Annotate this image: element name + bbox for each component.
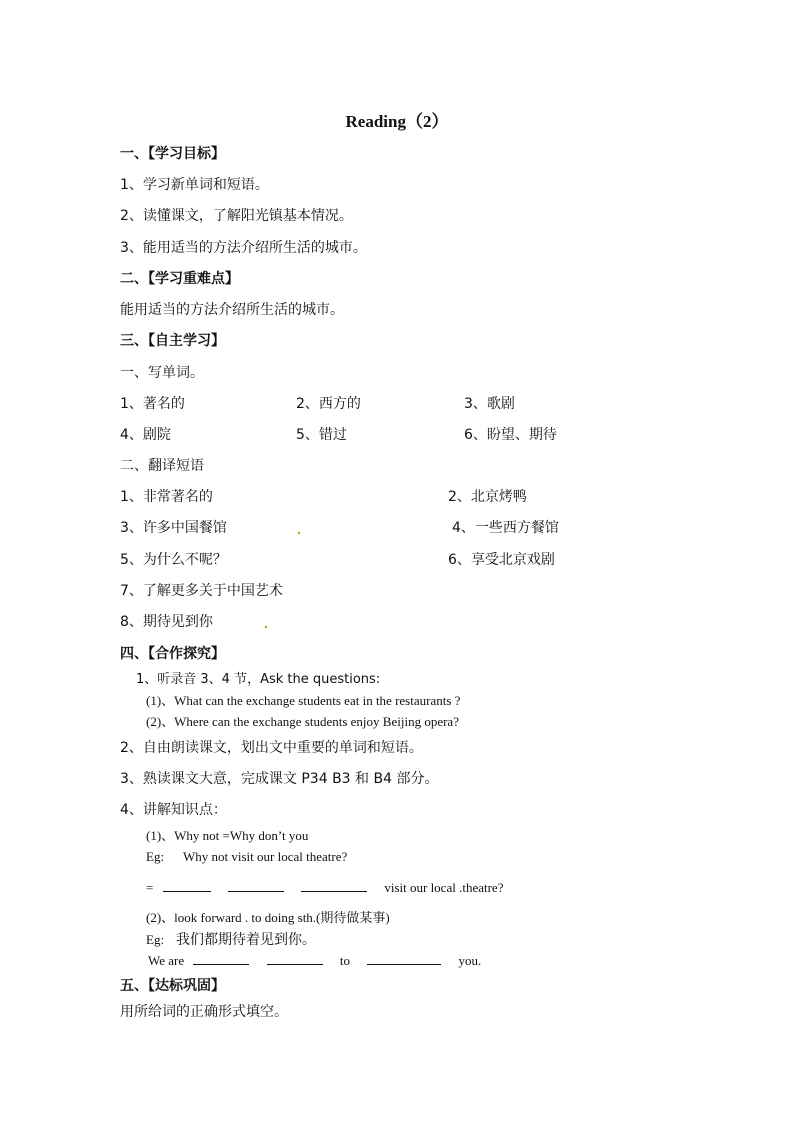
section-heading-consolidation: 五、【达标巩固】 (120, 978, 225, 994)
answer-blank[interactable] (267, 952, 323, 965)
word-item: 5、错过 (296, 427, 347, 443)
fill-in-line (146, 879, 503, 897)
phrase-item: 2、北京烤鸭 (448, 489, 527, 505)
consolidation-instruction: 用所给词的正确形式填空。 (120, 1004, 288, 1020)
phrase-item: 4、一些西方餐馆 (452, 520, 559, 536)
word-item: 1、著名的 (120, 396, 185, 412)
example-label: Eg: (146, 849, 165, 864)
section-heading-cooperation: 四、【合作探究】 (120, 646, 225, 662)
stray-dot (298, 532, 300, 534)
section-heading-goals: 一、【学习目标】 (120, 146, 225, 162)
example-sentence: Why not visit our local theatre? (183, 849, 348, 864)
equals-sign: = (146, 880, 154, 895)
phrase-item: 1、非常著名的 (120, 489, 213, 505)
point-look-forward: (2)、look forward . to doing sth.(期待做某事) (146, 910, 390, 925)
fill-in-to: to (339, 953, 350, 968)
answer-blank[interactable] (301, 879, 367, 892)
phrase-item: 7、了解更多关于中国艺术 (120, 583, 283, 599)
point-why-not: (1)、Why not =Why don’t you (146, 828, 309, 843)
page-title: Reading（2） (345, 112, 449, 131)
goal-item: 3、能用适当的方法介绍所生活的城市。 (120, 240, 367, 256)
task-item: 3、熟读课文大意，完成课文 P34 B3 和 B4 部分。 (120, 771, 439, 787)
answer-blank[interactable] (193, 952, 249, 965)
answer-blank[interactable] (163, 879, 211, 892)
phrase-item: 6、享受北京戏剧 (448, 552, 555, 568)
fill-in-start: We are (148, 953, 185, 968)
example-sentence-cn: 我们都期待着见到你。 (176, 932, 316, 948)
word-item: 6、盼望、期待 (464, 427, 557, 443)
question-item: (1)、What can the exchange students eat in the restaurants ? (146, 693, 461, 708)
section-heading-key-points: 二、【学习重难点】 (120, 271, 239, 287)
subheading-write-words: 一、写单词。 (120, 365, 204, 381)
phrase-item: 3、许多中国餐馆 (120, 520, 227, 536)
answer-blank[interactable] (367, 952, 441, 965)
phrase-item: 5、为什么不呢？ (120, 552, 227, 568)
word-item: 2、西方的 (296, 396, 361, 412)
goal-item: 1、学习新单词和短语。 (120, 177, 269, 193)
goal-item: 2、读懂课文，了解阳光镇基本情况。 (120, 208, 353, 224)
fill-in-tail: visit our local .theatre? (384, 880, 504, 895)
phrase-item: 8、期待见到你 (120, 614, 213, 630)
listening-task: 1、听录音 3、4 节，Ask the questions: (136, 672, 381, 687)
subheading-translate-phrases: 二、翻译短语 (120, 458, 204, 474)
task-item: 4、讲解知识点： (120, 802, 227, 818)
answer-blank[interactable] (228, 879, 284, 892)
example-label: Eg: (146, 932, 165, 947)
section-heading-self-study: 三、【自主学习】 (120, 333, 225, 349)
task-item: 2、自由朗读课文，划出文中重要的单词和短语。 (120, 740, 423, 756)
question-item: (2)、Where can the exchange students enjoy Beijing opera? (146, 714, 459, 729)
word-item: 3、歌剧 (464, 396, 515, 412)
fill-in-end: you. (458, 953, 482, 968)
key-point-text: 能用适当的方法介绍所生活的城市。 (120, 302, 344, 318)
stray-dot (265, 626, 267, 628)
fill-in-line (148, 952, 481, 970)
word-item: 4、剧院 (120, 427, 171, 443)
